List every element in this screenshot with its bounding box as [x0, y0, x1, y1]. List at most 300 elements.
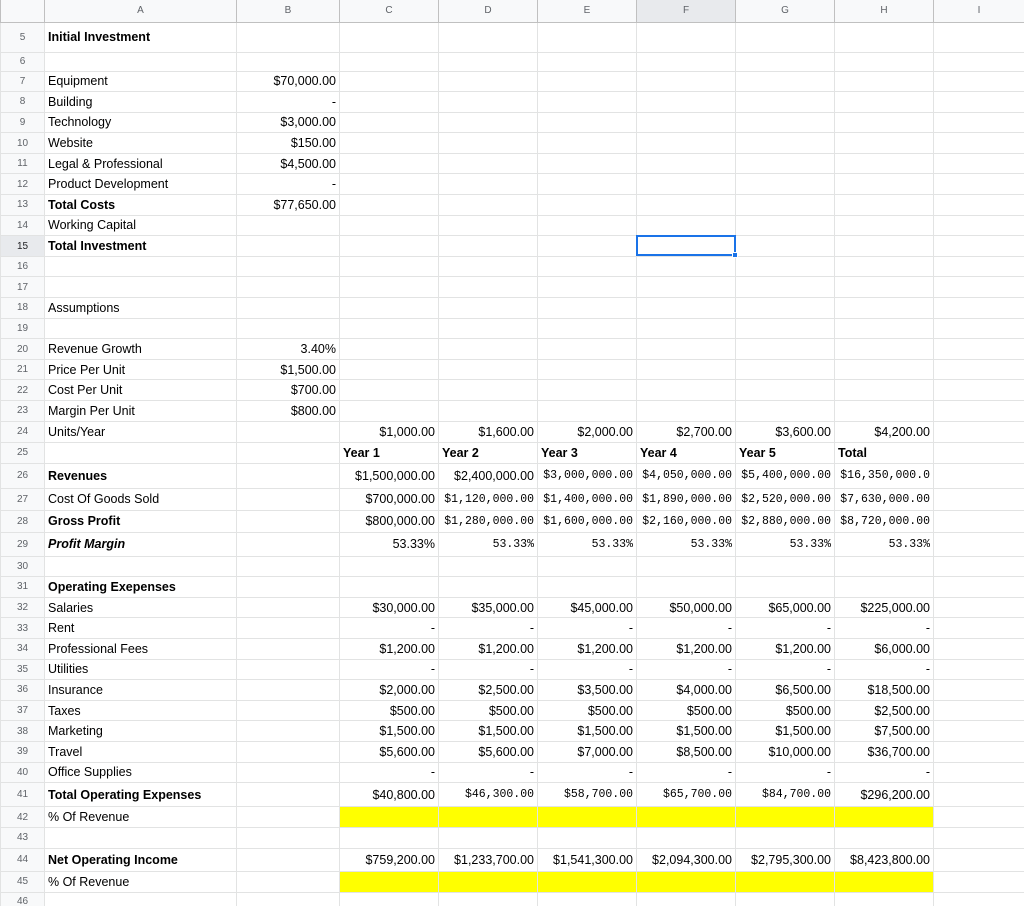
cell-i25[interactable]: [934, 442, 1024, 463]
cell-c13[interactable]: [340, 195, 439, 216]
cell-b20[interactable]: 3.40%: [237, 339, 340, 360]
cell-i11[interactable]: [934, 153, 1024, 174]
cell-c36[interactable]: $2,000.00: [340, 680, 439, 701]
row-header-38[interactable]: 38: [1, 721, 45, 742]
cell-f46[interactable]: [637, 892, 736, 906]
cell-e7[interactable]: [538, 71, 637, 92]
column-header-e[interactable]: E: [538, 0, 637, 22]
cell-i33[interactable]: [934, 618, 1024, 639]
cell-d19[interactable]: [439, 318, 538, 339]
cell-i43[interactable]: [934, 828, 1024, 849]
cell-g20[interactable]: [736, 339, 835, 360]
cell-i13[interactable]: [934, 195, 1024, 216]
cell-f34[interactable]: $1,200.00: [637, 638, 736, 659]
cell-a5[interactable]: Initial Investment: [45, 22, 237, 52]
cell-i20[interactable]: [934, 339, 1024, 360]
cell-h9[interactable]: [835, 112, 934, 133]
cell-g43[interactable]: [736, 828, 835, 849]
cell-f35[interactable]: -: [637, 659, 736, 680]
cell-f26[interactable]: $4,050,000.00: [637, 463, 736, 488]
cell-i44[interactable]: [934, 848, 1024, 871]
cell-c23[interactable]: [340, 401, 439, 422]
row-header-46[interactable]: 46: [1, 892, 45, 906]
cell-b17[interactable]: [237, 277, 340, 298]
cell-h27[interactable]: $7,630,000.00: [835, 488, 934, 510]
row-header-21[interactable]: 21: [1, 359, 45, 380]
cell-g16[interactable]: [736, 256, 835, 277]
cell-f38[interactable]: $1,500.00: [637, 721, 736, 742]
cell-d40[interactable]: -: [439, 762, 538, 783]
cell-h25[interactable]: Total: [835, 442, 934, 463]
cell-g26[interactable]: $5,400,000.00: [736, 463, 835, 488]
cell-d6[interactable]: [439, 52, 538, 71]
cell-h5[interactable]: [835, 22, 934, 52]
cell-f32[interactable]: $50,000.00: [637, 597, 736, 618]
cell-e43[interactable]: [538, 828, 637, 849]
cell-b15[interactable]: [237, 236, 340, 257]
cell-c8[interactable]: [340, 92, 439, 113]
column-header-g[interactable]: G: [736, 0, 835, 22]
cell-h44[interactable]: $8,423,800.00: [835, 848, 934, 871]
cell-d14[interactable]: [439, 215, 538, 236]
cell-f15[interactable]: [637, 236, 736, 257]
cell-h40[interactable]: -: [835, 762, 934, 783]
cell-c22[interactable]: [340, 380, 439, 401]
cell-e38[interactable]: $1,500.00: [538, 721, 637, 742]
cell-d30[interactable]: [439, 556, 538, 577]
cell-b14[interactable]: [237, 215, 340, 236]
cell-f19[interactable]: [637, 318, 736, 339]
cell-c10[interactable]: [340, 133, 439, 154]
cell-b8[interactable]: -: [237, 92, 340, 113]
select-all-corner[interactable]: [1, 0, 45, 22]
cell-i7[interactable]: [934, 71, 1024, 92]
cell-c30[interactable]: [340, 556, 439, 577]
row-header-30[interactable]: 30: [1, 556, 45, 577]
cell-f25[interactable]: Year 4: [637, 442, 736, 463]
cell-g8[interactable]: [736, 92, 835, 113]
cell-h38[interactable]: $7,500.00: [835, 721, 934, 742]
cell-a41[interactable]: Total Operating Expenses: [45, 783, 237, 807]
cell-i23[interactable]: [934, 401, 1024, 422]
row-header-14[interactable]: 14: [1, 215, 45, 236]
cell-b13[interactable]: $77,650.00: [237, 195, 340, 216]
cell-c7[interactable]: [340, 71, 439, 92]
cell-h41[interactable]: $296,200.00: [835, 783, 934, 807]
cell-d29[interactable]: 53.33%: [439, 532, 538, 556]
cell-g30[interactable]: [736, 556, 835, 577]
cell-h45[interactable]: [835, 871, 934, 892]
cell-b25[interactable]: [237, 442, 340, 463]
row-header-25[interactable]: 25: [1, 442, 45, 463]
cell-h23[interactable]: [835, 401, 934, 422]
cell-a21[interactable]: Price Per Unit: [45, 359, 237, 380]
cell-a39[interactable]: Travel: [45, 741, 237, 762]
row-header-45[interactable]: 45: [1, 871, 45, 892]
cell-i22[interactable]: [934, 380, 1024, 401]
cell-b37[interactable]: [237, 700, 340, 721]
cell-i41[interactable]: [934, 783, 1024, 807]
row-header-31[interactable]: 31: [1, 577, 45, 598]
cell-g18[interactable]: [736, 298, 835, 319]
cell-d42[interactable]: [439, 807, 538, 828]
cell-a36[interactable]: Insurance: [45, 680, 237, 701]
cell-e35[interactable]: -: [538, 659, 637, 680]
cell-a8[interactable]: Building: [45, 92, 237, 113]
cell-e27[interactable]: $1,400,000.00: [538, 488, 637, 510]
cell-b7[interactable]: $70,000.00: [237, 71, 340, 92]
cell-c12[interactable]: [340, 174, 439, 195]
cell-c5[interactable]: [340, 22, 439, 52]
cell-a20[interactable]: Revenue Growth: [45, 339, 237, 360]
cell-i29[interactable]: [934, 532, 1024, 556]
cell-a15[interactable]: Total Investment: [45, 236, 237, 257]
cell-g22[interactable]: [736, 380, 835, 401]
cell-a26[interactable]: Revenues: [45, 463, 237, 488]
row-header-27[interactable]: 27: [1, 488, 45, 510]
cell-h29[interactable]: 53.33%: [835, 532, 934, 556]
column-header-f[interactable]: F: [637, 0, 736, 22]
cell-a45[interactable]: % Of Revenue: [45, 871, 237, 892]
cell-d16[interactable]: [439, 256, 538, 277]
row-header-20[interactable]: 20: [1, 339, 45, 360]
cell-c14[interactable]: [340, 215, 439, 236]
cell-a23[interactable]: Margin Per Unit: [45, 401, 237, 422]
cell-g37[interactable]: $500.00: [736, 700, 835, 721]
cell-d31[interactable]: [439, 577, 538, 598]
cell-h8[interactable]: [835, 92, 934, 113]
cell-b21[interactable]: $1,500.00: [237, 359, 340, 380]
cell-a18[interactable]: Assumptions: [45, 298, 237, 319]
cell-h30[interactable]: [835, 556, 934, 577]
row-header-40[interactable]: 40: [1, 762, 45, 783]
cell-g33[interactable]: -: [736, 618, 835, 639]
cell-e20[interactable]: [538, 339, 637, 360]
row-header-15[interactable]: 15: [1, 236, 45, 257]
cell-h15[interactable]: [835, 236, 934, 257]
cell-b9[interactable]: $3,000.00: [237, 112, 340, 133]
cell-f8[interactable]: [637, 92, 736, 113]
cell-i19[interactable]: [934, 318, 1024, 339]
cell-h21[interactable]: [835, 359, 934, 380]
cell-a7[interactable]: Equipment: [45, 71, 237, 92]
cell-g5[interactable]: [736, 22, 835, 52]
cell-c21[interactable]: [340, 359, 439, 380]
cell-a37[interactable]: Taxes: [45, 700, 237, 721]
cell-g29[interactable]: 53.33%: [736, 532, 835, 556]
cell-g40[interactable]: -: [736, 762, 835, 783]
cell-g44[interactable]: $2,795,300.00: [736, 848, 835, 871]
cell-b6[interactable]: [237, 52, 340, 71]
cell-i28[interactable]: [934, 510, 1024, 532]
cell-f43[interactable]: [637, 828, 736, 849]
cell-a24[interactable]: Units/Year: [45, 421, 237, 442]
cell-h18[interactable]: [835, 298, 934, 319]
cell-h10[interactable]: [835, 133, 934, 154]
cell-d33[interactable]: -: [439, 618, 538, 639]
cell-e25[interactable]: Year 3: [538, 442, 637, 463]
cell-h6[interactable]: [835, 52, 934, 71]
cell-e44[interactable]: $1,541,300.00: [538, 848, 637, 871]
cell-d43[interactable]: [439, 828, 538, 849]
cell-e15[interactable]: [538, 236, 637, 257]
cell-i15[interactable]: [934, 236, 1024, 257]
cell-d20[interactable]: [439, 339, 538, 360]
cell-b10[interactable]: $150.00: [237, 133, 340, 154]
cell-f41[interactable]: $65,700.00: [637, 783, 736, 807]
cell-b36[interactable]: [237, 680, 340, 701]
cell-g24[interactable]: $3,600.00: [736, 421, 835, 442]
cell-h20[interactable]: [835, 339, 934, 360]
cell-f28[interactable]: $2,160,000.00: [637, 510, 736, 532]
row-header-8[interactable]: 8: [1, 92, 45, 113]
cell-c46[interactable]: [340, 892, 439, 906]
cell-h43[interactable]: [835, 828, 934, 849]
cell-d7[interactable]: [439, 71, 538, 92]
cell-e11[interactable]: [538, 153, 637, 174]
cell-g31[interactable]: [736, 577, 835, 598]
cell-i10[interactable]: [934, 133, 1024, 154]
cell-g39[interactable]: $10,000.00: [736, 741, 835, 762]
cell-c26[interactable]: $1,500,000.00: [340, 463, 439, 488]
cell-h32[interactable]: $225,000.00: [835, 597, 934, 618]
cell-a25[interactable]: [45, 442, 237, 463]
row-header-43[interactable]: 43: [1, 828, 45, 849]
cell-g46[interactable]: [736, 892, 835, 906]
cell-g45[interactable]: [736, 871, 835, 892]
row-header-35[interactable]: 35: [1, 659, 45, 680]
row-header-11[interactable]: 11: [1, 153, 45, 174]
cell-h11[interactable]: [835, 153, 934, 174]
cell-b5[interactable]: [237, 22, 340, 52]
cell-h35[interactable]: -: [835, 659, 934, 680]
cell-g35[interactable]: -: [736, 659, 835, 680]
cell-h7[interactable]: [835, 71, 934, 92]
fill-handle[interactable]: [732, 252, 738, 258]
cell-f5[interactable]: [637, 22, 736, 52]
cell-e5[interactable]: [538, 22, 637, 52]
cell-c41[interactable]: $40,800.00: [340, 783, 439, 807]
cell-g32[interactable]: $65,000.00: [736, 597, 835, 618]
row-header-42[interactable]: 42: [1, 807, 45, 828]
cell-a44[interactable]: Net Operating Income: [45, 848, 237, 871]
row-header-23[interactable]: 23: [1, 401, 45, 422]
cell-i5[interactable]: [934, 22, 1024, 52]
cell-d5[interactable]: [439, 22, 538, 52]
cell-c16[interactable]: [340, 256, 439, 277]
cell-d28[interactable]: $1,280,000.00: [439, 510, 538, 532]
row-header-9[interactable]: 9: [1, 112, 45, 133]
cell-h14[interactable]: [835, 215, 934, 236]
cell-c33[interactable]: -: [340, 618, 439, 639]
cell-d8[interactable]: [439, 92, 538, 113]
cell-b39[interactable]: [237, 741, 340, 762]
cell-f22[interactable]: [637, 380, 736, 401]
cell-h36[interactable]: $18,500.00: [835, 680, 934, 701]
cell-a38[interactable]: Marketing: [45, 721, 237, 742]
cell-c25[interactable]: Year 1: [340, 442, 439, 463]
cell-b46[interactable]: [237, 892, 340, 906]
cell-e37[interactable]: $500.00: [538, 700, 637, 721]
column-header-c[interactable]: C: [340, 0, 439, 22]
cell-e8[interactable]: [538, 92, 637, 113]
cell-c40[interactable]: -: [340, 762, 439, 783]
cell-c6[interactable]: [340, 52, 439, 71]
row-header-18[interactable]: 18: [1, 298, 45, 319]
cell-b16[interactable]: [237, 256, 340, 277]
cell-d39[interactable]: $5,600.00: [439, 741, 538, 762]
cell-a6[interactable]: [45, 52, 237, 71]
row-header-44[interactable]: 44: [1, 848, 45, 871]
cell-i27[interactable]: [934, 488, 1024, 510]
cell-a17[interactable]: [45, 277, 237, 298]
cell-a27[interactable]: Cost Of Goods Sold: [45, 488, 237, 510]
cell-b43[interactable]: [237, 828, 340, 849]
cell-c37[interactable]: $500.00: [340, 700, 439, 721]
cell-c20[interactable]: [340, 339, 439, 360]
cell-i38[interactable]: [934, 721, 1024, 742]
cell-a32[interactable]: Salaries: [45, 597, 237, 618]
cell-b11[interactable]: $4,500.00: [237, 153, 340, 174]
cell-d45[interactable]: [439, 871, 538, 892]
cell-g28[interactable]: $2,880,000.00: [736, 510, 835, 532]
cell-f11[interactable]: [637, 153, 736, 174]
cell-d38[interactable]: $1,500.00: [439, 721, 538, 742]
cell-e36[interactable]: $3,500.00: [538, 680, 637, 701]
cell-c31[interactable]: [340, 577, 439, 598]
cell-b22[interactable]: $700.00: [237, 380, 340, 401]
cell-d37[interactable]: $500.00: [439, 700, 538, 721]
cell-g14[interactable]: [736, 215, 835, 236]
column-header-a[interactable]: A: [45, 0, 237, 22]
row-header-19[interactable]: 19: [1, 318, 45, 339]
cell-i18[interactable]: [934, 298, 1024, 319]
cell-b18[interactable]: [237, 298, 340, 319]
cell-i9[interactable]: [934, 112, 1024, 133]
cell-i34[interactable]: [934, 638, 1024, 659]
cell-i30[interactable]: [934, 556, 1024, 577]
cell-c24[interactable]: $1,000.00: [340, 421, 439, 442]
cell-a43[interactable]: [45, 828, 237, 849]
row-header-39[interactable]: 39: [1, 741, 45, 762]
cell-f14[interactable]: [637, 215, 736, 236]
cell-f20[interactable]: [637, 339, 736, 360]
cell-h37[interactable]: $2,500.00: [835, 700, 934, 721]
cell-e18[interactable]: [538, 298, 637, 319]
cell-c45[interactable]: [340, 871, 439, 892]
cell-g25[interactable]: Year 5: [736, 442, 835, 463]
cell-g41[interactable]: $84,700.00: [736, 783, 835, 807]
cell-i45[interactable]: [934, 871, 1024, 892]
cell-g7[interactable]: [736, 71, 835, 92]
cell-i42[interactable]: [934, 807, 1024, 828]
cell-d46[interactable]: [439, 892, 538, 906]
cell-e33[interactable]: -: [538, 618, 637, 639]
cell-g15[interactable]: [736, 236, 835, 257]
cell-h24[interactable]: $4,200.00: [835, 421, 934, 442]
cell-a13[interactable]: Total Costs: [45, 195, 237, 216]
cell-e13[interactable]: [538, 195, 637, 216]
cell-f29[interactable]: 53.33%: [637, 532, 736, 556]
cell-b42[interactable]: [237, 807, 340, 828]
cell-d13[interactable]: [439, 195, 538, 216]
cell-d18[interactable]: [439, 298, 538, 319]
cell-f27[interactable]: $1,890,000.00: [637, 488, 736, 510]
cell-g21[interactable]: [736, 359, 835, 380]
cell-b19[interactable]: [237, 318, 340, 339]
row-header-7[interactable]: 7: [1, 71, 45, 92]
cell-b27[interactable]: [237, 488, 340, 510]
cell-e31[interactable]: [538, 577, 637, 598]
cell-f6[interactable]: [637, 52, 736, 71]
cell-i40[interactable]: [934, 762, 1024, 783]
cell-f13[interactable]: [637, 195, 736, 216]
row-header-13[interactable]: 13: [1, 195, 45, 216]
cell-e12[interactable]: [538, 174, 637, 195]
cell-i46[interactable]: [934, 892, 1024, 906]
cell-h46[interactable]: [835, 892, 934, 906]
row-header-32[interactable]: 32: [1, 597, 45, 618]
cell-e32[interactable]: $45,000.00: [538, 597, 637, 618]
row-header-6[interactable]: 6: [1, 52, 45, 71]
cell-h13[interactable]: [835, 195, 934, 216]
cell-b24[interactable]: [237, 421, 340, 442]
cell-f21[interactable]: [637, 359, 736, 380]
cell-c15[interactable]: [340, 236, 439, 257]
cell-a34[interactable]: Professional Fees: [45, 638, 237, 659]
row-header-26[interactable]: 26: [1, 463, 45, 488]
row-header-12[interactable]: 12: [1, 174, 45, 195]
cell-g6[interactable]: [736, 52, 835, 71]
cell-e24[interactable]: $2,000.00: [538, 421, 637, 442]
row-header-37[interactable]: 37: [1, 700, 45, 721]
row-header-17[interactable]: 17: [1, 277, 45, 298]
cell-a16[interactable]: [45, 256, 237, 277]
row-header-22[interactable]: 22: [1, 380, 45, 401]
cell-a33[interactable]: Rent: [45, 618, 237, 639]
cell-i32[interactable]: [934, 597, 1024, 618]
cell-h26[interactable]: $16,350,000.0: [835, 463, 934, 488]
cell-c18[interactable]: [340, 298, 439, 319]
cell-h28[interactable]: $8,720,000.00: [835, 510, 934, 532]
cell-e10[interactable]: [538, 133, 637, 154]
cell-f39[interactable]: $8,500.00: [637, 741, 736, 762]
cell-d9[interactable]: [439, 112, 538, 133]
cell-i17[interactable]: [934, 277, 1024, 298]
cell-h12[interactable]: [835, 174, 934, 195]
cell-h33[interactable]: -: [835, 618, 934, 639]
cell-a30[interactable]: [45, 556, 237, 577]
cell-b29[interactable]: [237, 532, 340, 556]
cell-e14[interactable]: [538, 215, 637, 236]
cell-g10[interactable]: [736, 133, 835, 154]
cell-i21[interactable]: [934, 359, 1024, 380]
cell-f24[interactable]: $2,700.00: [637, 421, 736, 442]
cell-h34[interactable]: $6,000.00: [835, 638, 934, 659]
cell-h39[interactable]: $36,700.00: [835, 741, 934, 762]
cell-b33[interactable]: [237, 618, 340, 639]
row-header-36[interactable]: 36: [1, 680, 45, 701]
cell-e30[interactable]: [538, 556, 637, 577]
cell-d44[interactable]: $1,233,700.00: [439, 848, 538, 871]
cell-f7[interactable]: [637, 71, 736, 92]
cell-d26[interactable]: $2,400,000.00: [439, 463, 538, 488]
row-header-24[interactable]: 24: [1, 421, 45, 442]
cell-h22[interactable]: [835, 380, 934, 401]
cell-f33[interactable]: -: [637, 618, 736, 639]
cell-e23[interactable]: [538, 401, 637, 422]
row-header-16[interactable]: 16: [1, 256, 45, 277]
